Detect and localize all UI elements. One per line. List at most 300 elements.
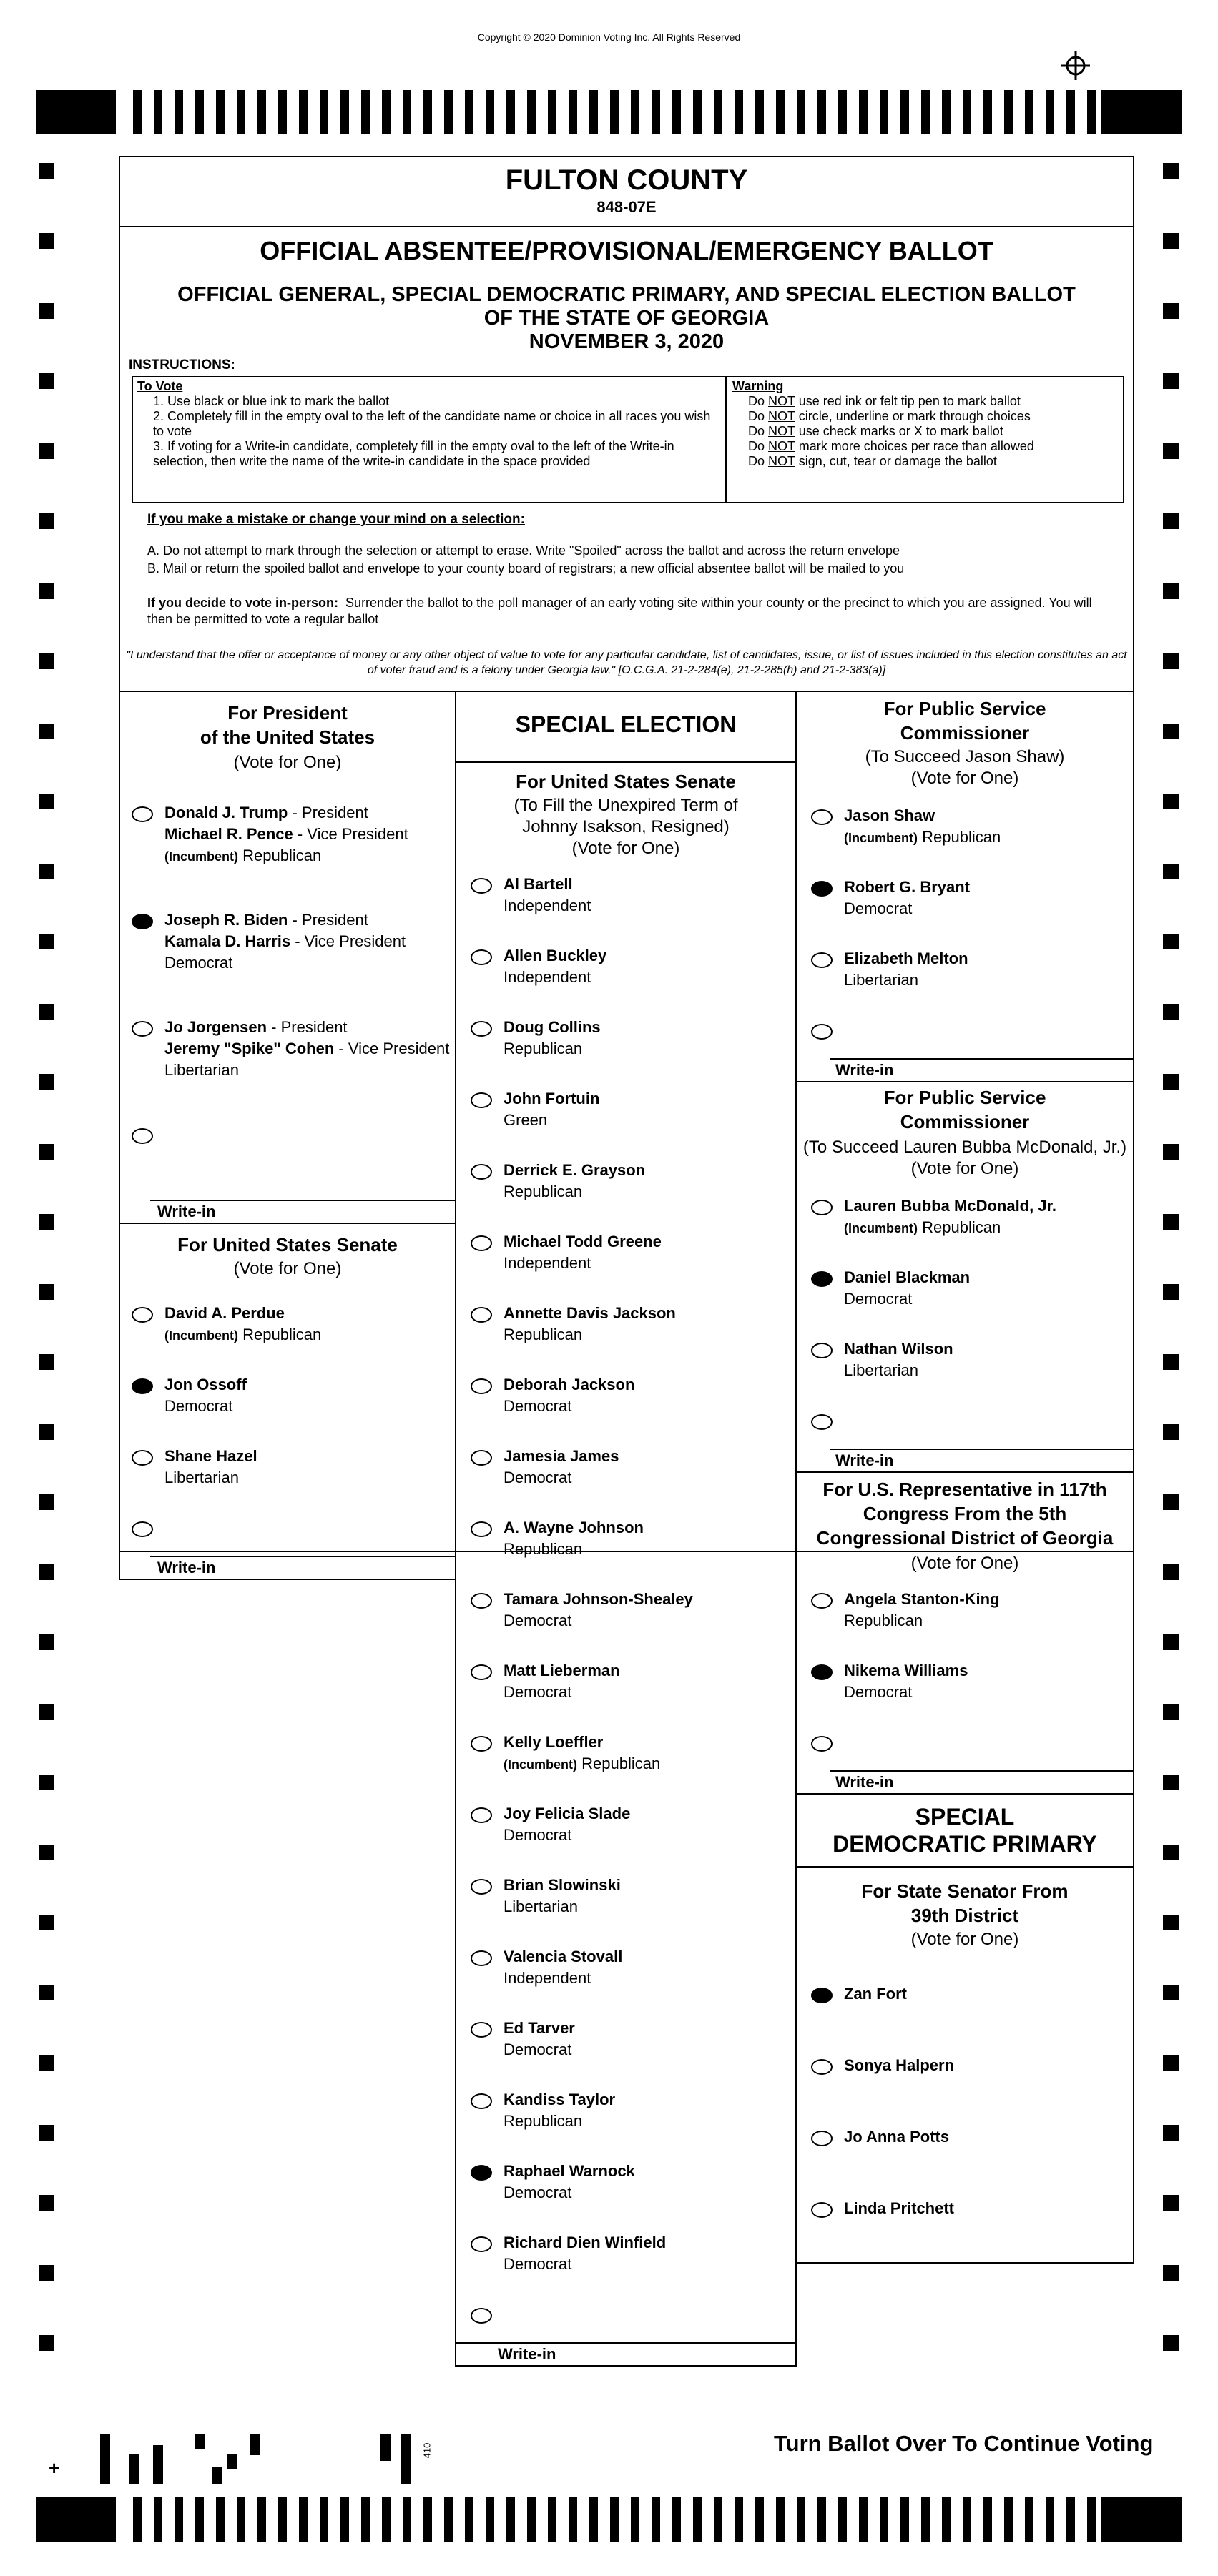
- us-rep-write-in-oval[interactable]: [811, 1732, 840, 1753]
- timing-square: [39, 1004, 54, 1020]
- timing-tick: [921, 2497, 930, 2542]
- party-label: Republican: [922, 828, 1001, 846]
- timing-tick: [1004, 2497, 1013, 2542]
- to-vote-step-2: 2. Completely fill in the empty oval to the left of the candidate name or choice in all races you wish to vote: [153, 409, 711, 438]
- special-senate-choice[interactable]: [471, 1875, 785, 1918]
- middle-column-left-border: [455, 692, 456, 2367]
- psc-shaw-note-line-1: (To Succeed Jason Shaw): [865, 747, 1065, 766]
- timing-square: [39, 2125, 54, 2141]
- timing-tick: [548, 90, 556, 134]
- candidate-name: Kandiss Taylor: [504, 2091, 616, 2108]
- timing-tick: [797, 2497, 805, 2542]
- special-senate-choice[interactable]: [471, 1088, 785, 1131]
- candidate-name: Jamesia James: [504, 1447, 619, 1465]
- timing-tick: [195, 2497, 204, 2542]
- timing-tick: [257, 2497, 266, 2542]
- write-in-label: Write-in: [498, 2345, 556, 2363]
- psc-mcdonald-choice-wilson[interactable]: [811, 1338, 1126, 1381]
- warning-instructions: [728, 377, 1123, 502]
- timing-tick: [486, 90, 494, 134]
- vote-oval[interactable]: [132, 1021, 153, 1037]
- president-vote-for: (Vote for One): [233, 753, 342, 772]
- candidate-name: Elizabeth Melton: [844, 949, 968, 967]
- timing-tick: [216, 2497, 225, 2542]
- timing-tick: [403, 90, 411, 134]
- vote-oval[interactable]: [811, 809, 833, 825]
- timing-tick: [963, 2497, 971, 2542]
- timing-square: [1163, 163, 1179, 179]
- special-senate-choice[interactable]: [471, 1231, 785, 1274]
- special-senate-choice[interactable]: [471, 874, 785, 917]
- timing-tick: [527, 90, 536, 134]
- timing-block: [1101, 2497, 1182, 2542]
- candidate-name: Allen Buckley: [504, 947, 607, 964]
- timing-tick: [237, 90, 245, 134]
- special-senate-choice[interactable]: [471, 2232, 785, 2275]
- vote-oval[interactable]: [811, 1593, 833, 1609]
- senate-write-in-oval[interactable]: [132, 1517, 160, 1539]
- psc-shaw-choice-shaw[interactable]: Jason Shaw (Incumbent) Republican: [811, 805, 1126, 848]
- party-label: Democrat: [504, 2255, 572, 2273]
- county-title: FULTON COUNTY: [505, 164, 748, 196]
- timing-tick: [361, 2497, 370, 2542]
- vote-oval[interactable]: [471, 1593, 492, 1609]
- vote-oval[interactable]: [811, 2131, 833, 2146]
- timing-square: [39, 303, 54, 319]
- vote-oval[interactable]: [132, 1128, 153, 1144]
- county-header: [119, 156, 1134, 227]
- vote-oval[interactable]: [811, 1024, 833, 1040]
- timing-square: [1163, 2125, 1179, 2141]
- timing-block: [36, 2497, 116, 2542]
- state-senator-title-line-2: 39th District: [910, 1905, 1019, 1926]
- divider: [795, 1866, 1134, 1868]
- us-rep-title-line-1: For U.S. Representative in 117th: [822, 1479, 1107, 1500]
- psc-shaw-title-line-2: Commissioner: [900, 722, 1030, 744]
- timing-square: [1163, 1004, 1179, 1020]
- timing-square: [39, 1704, 54, 1720]
- vote-oval[interactable]: [811, 1200, 833, 1215]
- vote-oval[interactable]: [471, 2236, 492, 2252]
- psc-mcdonald-choice-blackman[interactable]: [811, 1267, 1126, 1310]
- timing-tick: [320, 2497, 328, 2542]
- timing-tick: [942, 2497, 951, 2542]
- right-column-border: [1133, 692, 1134, 2264]
- candidate-name: A. Wayne Johnson: [504, 1519, 644, 1536]
- vote-oval[interactable]: [471, 2093, 492, 2109]
- party-label: Democrat: [844, 1290, 913, 1308]
- candidate-name: Lauren Bubba McDonald, Jr.: [844, 1197, 1057, 1215]
- timing-square: [39, 1985, 54, 2000]
- timing-tick: [838, 90, 847, 134]
- ballot-id-mark: [195, 2434, 205, 2449]
- timing-tick: [1046, 2497, 1054, 2542]
- timing-tick: [175, 90, 183, 134]
- timing-tick: [693, 90, 702, 134]
- president-choice-jorgensen[interactable]: Jo Jorgensen - President Jeremy "Spike" Cohen - Vice President Libertarian: [132, 1017, 461, 1081]
- candidate-name: Derrick E. Grayson: [504, 1161, 646, 1179]
- timing-tick: [797, 90, 805, 134]
- special-senate-choice[interactable]: [471, 2161, 785, 2204]
- state-senator-vote-for: (Vote for One): [910, 1930, 1019, 1949]
- timing-tick: [838, 2497, 847, 2542]
- write-in-line: [150, 1200, 455, 1201]
- timing-square: [39, 653, 54, 669]
- party-label: Libertarian: [164, 1061, 239, 1079]
- president-title-line-2: of the United States: [200, 726, 375, 748]
- timing-square: [1163, 1704, 1179, 1720]
- vote-oval[interactable]: [471, 1378, 492, 1394]
- vote-oval-filled[interactable]: [811, 1271, 833, 1287]
- timing-tick: [1087, 2497, 1096, 2542]
- timing-tick: [154, 2497, 162, 2542]
- timing-square: [39, 2195, 54, 2211]
- timing-square: [39, 1845, 54, 1860]
- special-senate-choice[interactable]: [471, 1803, 785, 1846]
- ballot-title: OFFICIAL ABSENTEE/PROVISIONAL/EMERGENCY BALLOT: [260, 236, 993, 265]
- middle-column-right-border: [795, 692, 797, 2367]
- senate-vote-for: (Vote for One): [233, 1259, 342, 1278]
- timing-square: [39, 233, 54, 249]
- vote-oval[interactable]: [132, 1450, 153, 1466]
- special-senate-choice[interactable]: [471, 2018, 785, 2061]
- vote-oval[interactable]: [471, 1092, 492, 1108]
- timing-square: [39, 1144, 54, 1160]
- timing-tick: [631, 2497, 639, 2542]
- special-senate-vote-for: (Vote for One): [571, 839, 680, 858]
- timing-square: [1163, 934, 1179, 949]
- party-label: Libertarian: [844, 971, 918, 989]
- in-person-heading: If you decide to vote in-person:: [147, 596, 339, 610]
- timing-square: [1163, 2265, 1179, 2281]
- ballot-id-mark: [129, 2454, 139, 2484]
- vote-oval-filled[interactable]: [132, 914, 153, 929]
- vote-oval[interactable]: [132, 806, 153, 822]
- timing-tick: [652, 90, 660, 134]
- voter-fraud-affidavit: "I understand that the offer or acceptance of money or any other object of value to vote for any particular candidate, list of candidates, issue, or list of issues included in this election constitutes an act of voter fraud and is a felony under Georgia law." [O.C.G.A. 21-2-284(e), 21-2-285(h) and 21-2-383(a)]: [126, 649, 1127, 676]
- president-choice-biden[interactable]: Joseph R. Biden - President Kamala D. Harris - Vice President Democrat: [132, 909, 461, 974]
- psc-mcdonald-vote-for: (Vote for One): [910, 1159, 1019, 1178]
- candidate-name: Donald J. Trump: [164, 804, 288, 821]
- us-rep-choice-williams[interactable]: [811, 1660, 1126, 1703]
- vote-oval[interactable]: [471, 1664, 492, 1680]
- timing-tick: [714, 2497, 722, 2542]
- write-in-label: Write-in: [835, 1773, 894, 1791]
- party-label: Democrat: [504, 2183, 572, 2201]
- vote-oval[interactable]: [811, 2202, 833, 2218]
- special-senate-write-in-oval[interactable]: [471, 2304, 499, 2325]
- party-label: Republican: [504, 1326, 583, 1343]
- party-label: Democrat: [504, 1397, 572, 1415]
- to-vote-instructions: [133, 377, 727, 502]
- vote-oval[interactable]: [811, 2059, 833, 2075]
- special-primary-heading-line-2: DEMOCRATIC PRIMARY: [833, 1831, 1097, 1857]
- special-senate-choice[interactable]: [471, 1374, 785, 1417]
- timing-tick: [444, 2497, 453, 2542]
- timing-tick: [983, 90, 992, 134]
- timing-tick: [610, 2497, 619, 2542]
- timing-tick: [900, 90, 909, 134]
- special-senate-choice[interactable]: [471, 2089, 785, 2132]
- senate-choice-ossoff[interactable]: [132, 1374, 446, 1417]
- bottom-timing-marks: [0, 2497, 1218, 2542]
- timing-square: [1163, 1424, 1179, 1440]
- party-label: Independent: [504, 1254, 591, 1272]
- president-contest-title: [122, 701, 453, 749]
- candidate-name: Nikema Williams: [844, 1662, 968, 1679]
- ballot-id-mark: [380, 2434, 391, 2461]
- vote-oval[interactable]: [811, 952, 833, 968]
- vote-oval[interactable]: [471, 1521, 492, 1537]
- party-label: Democrat: [504, 1612, 572, 1629]
- timing-tick: [569, 2497, 577, 2542]
- vote-oval[interactable]: [471, 1450, 492, 1466]
- vote-oval-filled[interactable]: [811, 1664, 833, 1680]
- party-label: Independent: [504, 1969, 591, 1987]
- timing-square: [39, 1354, 54, 1370]
- special-primary-heading-line-1: SPECIAL: [915, 1804, 1015, 1830]
- psc-shaw-vote-for: (Vote for One): [910, 769, 1019, 788]
- timing-tick: [880, 2497, 888, 2542]
- party-label: Republican: [504, 1183, 583, 1200]
- timing-tick: [423, 90, 432, 134]
- vote-oval[interactable]: [471, 1950, 492, 1966]
- vote-oval[interactable]: [471, 1021, 492, 1037]
- timing-square: [1163, 2195, 1179, 2211]
- warning-item: Do NOT use red ink or felt tip pen to mark ballot: [748, 394, 1021, 408]
- state-senator-choice-pritchett[interactable]: [811, 2198, 1126, 2219]
- vote-oval[interactable]: [471, 1736, 492, 1752]
- timing-tick: [1004, 90, 1013, 134]
- instructions-box: [132, 376, 1124, 503]
- instructions-label: INSTRUCTIONS:: [129, 357, 235, 372]
- timing-square: [1163, 2055, 1179, 2071]
- special-senate-choice[interactable]: [471, 1946, 785, 1989]
- candidate-name: Deborah Jackson: [504, 1376, 635, 1393]
- timing-tick: [880, 90, 888, 134]
- ballot-date: NOVEMBER 3, 2020: [529, 330, 725, 353]
- timing-tick: [817, 2497, 826, 2542]
- timing-square: [39, 864, 54, 879]
- ballot-id-mark: [227, 2454, 237, 2469]
- psc-mcdonald-note: [798, 1137, 1131, 1180]
- vote-oval[interactable]: [471, 1235, 492, 1251]
- vote-oval-filled[interactable]: [471, 2165, 492, 2181]
- special-senate-choice[interactable]: [471, 1446, 785, 1489]
- timing-tick: [569, 90, 577, 134]
- vote-oval[interactable]: [471, 2022, 492, 2038]
- warning-item: Do NOT sign, cut, tear or damage the ballot: [748, 454, 997, 468]
- state-senator-choice-fort[interactable]: [811, 1983, 1126, 2005]
- timing-square: [1163, 443, 1179, 459]
- timing-tick: [299, 90, 308, 134]
- timing-tick: [320, 90, 328, 134]
- party-label: Democrat: [164, 1397, 233, 1415]
- divider: [795, 1471, 1134, 1473]
- party-label: Republican: [922, 1218, 1001, 1236]
- timing-tick: [714, 90, 722, 134]
- candidate-name: David A. Perdue: [164, 1304, 285, 1322]
- candidate-name: John Fortuin: [504, 1090, 600, 1107]
- candidate-name: Annette Davis Jackson: [504, 1304, 676, 1322]
- special-senate-choice[interactable]: [471, 945, 785, 988]
- timing-tick: [133, 2497, 142, 2542]
- psc-mcdonald-write-in-oval[interactable]: [811, 1410, 840, 1431]
- ballot-id-mark: [100, 2434, 110, 2484]
- timing-tick: [382, 2497, 391, 2542]
- party-label: Democrat: [504, 1683, 572, 1701]
- timing-square: [1163, 1214, 1179, 1230]
- timing-square: [1163, 583, 1179, 599]
- party-label: Libertarian: [164, 1469, 239, 1486]
- timing-tick: [361, 90, 370, 134]
- timing-tick: [1087, 90, 1096, 134]
- timing-block: [1101, 90, 1182, 134]
- candidate-name: Jason Shaw: [844, 806, 935, 824]
- timing-tick: [278, 2497, 287, 2542]
- president-title-line-1: For President: [227, 702, 348, 724]
- ballot-subtitle: [119, 283, 1134, 354]
- running-mate-name: Jeremy "Spike" Cohen: [164, 1040, 335, 1057]
- timing-tick: [175, 2497, 183, 2542]
- psc-mcdonald-note-line-1: (To Succeed Lauren Bubba McDonald, Jr.): [802, 1138, 1127, 1157]
- state-senator-choice-potts[interactable]: [811, 2126, 1126, 2148]
- timing-tick: [755, 2497, 764, 2542]
- state-senator-choice-halpern[interactable]: [811, 2055, 1126, 2076]
- vote-oval[interactable]: [811, 1736, 833, 1752]
- timing-tick: [133, 90, 142, 134]
- timing-square: [1163, 794, 1179, 809]
- psc-mcdonald-choice-mcdonald[interactable]: Lauren Bubba McDonald, Jr. (Incumbent) Republican: [811, 1195, 1126, 1238]
- candidate-name: Shane Hazel: [164, 1447, 257, 1465]
- timing-square: [39, 1074, 54, 1090]
- party-label: Republican: [504, 1540, 583, 1558]
- vote-oval[interactable]: [471, 949, 492, 965]
- psc-shaw-choice-bryant[interactable]: [811, 877, 1126, 919]
- timing-tick: [423, 2497, 432, 2542]
- vote-oval[interactable]: [132, 1307, 153, 1323]
- special-senate-choice[interactable]: [471, 1017, 785, 1060]
- special-primary-heading: [798, 1803, 1131, 1857]
- timing-tick: [735, 90, 743, 134]
- vote-oval[interactable]: [132, 1521, 153, 1537]
- vote-oval-filled[interactable]: [811, 1988, 833, 2003]
- psc-mcdonald-title-line-1: For Public Service: [883, 1087, 1046, 1108]
- timing-tick: [1046, 90, 1054, 134]
- running-mate-name: Kamala D. Harris: [164, 932, 291, 950]
- write-in-line: [455, 2342, 797, 2344]
- candidate-name: Jo Anna Potts: [844, 2128, 950, 2146]
- vote-oval[interactable]: [471, 878, 492, 894]
- timing-tick: [527, 2497, 536, 2542]
- timing-tick: [817, 90, 826, 134]
- timing-tick: [403, 2497, 411, 2542]
- party-label: Democrat: [504, 2040, 572, 2058]
- us-rep-choice-stanton-king[interactable]: [811, 1589, 1126, 1632]
- vote-oval[interactable]: [471, 1807, 492, 1823]
- timing-tick: [548, 2497, 556, 2542]
- candidate-name: Zan Fort: [844, 1985, 907, 2003]
- psc-shaw-write-in-oval[interactable]: [811, 1020, 840, 1041]
- special-senate-choice[interactable]: [471, 1303, 785, 1346]
- timing-square: [1163, 513, 1179, 529]
- party-label: Libertarian: [844, 1361, 918, 1379]
- timing-square: [39, 1564, 54, 1580]
- vote-oval[interactable]: [811, 1414, 833, 1430]
- timing-tick: [589, 90, 598, 134]
- psc-shaw-title: [798, 696, 1131, 745]
- special-senate-choice[interactable]: [471, 1589, 785, 1632]
- special-senate-note: [458, 795, 794, 859]
- timing-tick: [942, 90, 951, 134]
- vote-oval-filled[interactable]: [132, 1378, 153, 1394]
- divider: [795, 2262, 1134, 2264]
- us-rep-title: [798, 1477, 1131, 1550]
- timing-tick: [506, 90, 515, 134]
- vote-oval[interactable]: [471, 1879, 492, 1895]
- ballot-style-code: 848-07E: [596, 198, 657, 216]
- party-label: Republican: [581, 1755, 661, 1772]
- vote-oval[interactable]: [471, 2308, 492, 2324]
- party-label: Democrat: [164, 954, 233, 972]
- timing-tick: [237, 2497, 245, 2542]
- candidate-name: Tamara Johnson-Shealey: [504, 1590, 693, 1608]
- state-senator-title: [798, 1879, 1131, 1928]
- psc-shaw-note: [798, 746, 1131, 789]
- top-timing-marks: [0, 90, 1218, 134]
- special-senate-choice[interactable]: [471, 1660, 785, 1703]
- psc-shaw-choice-melton[interactable]: [811, 948, 1126, 991]
- senate-contest-title: For United States Senate: [177, 1234, 398, 1255]
- timing-tick: [1066, 2497, 1075, 2542]
- psc-mcdonald-title-line-2: Commissioner: [900, 1111, 1030, 1132]
- candidate-name: Matt Lieberman: [504, 1662, 620, 1679]
- special-senate-choice[interactable]: Kelly Loeffler (Incumbent) Republican: [471, 1732, 785, 1775]
- candidate-name: Ed Tarver: [504, 2019, 575, 2037]
- timing-tick: [921, 90, 930, 134]
- timing-tick: [444, 90, 453, 134]
- president-choice-trump[interactable]: Donald J. Trump - President Michael R. Pence - Vice President (Incumbent) Republican: [132, 802, 461, 867]
- to-vote-step-1: 1. Use black or blue ink to mark the ballot: [153, 394, 390, 408]
- right-timing-marks: [1163, 163, 1179, 2394]
- us-rep-title-line-3: Congressional District of Georgia: [816, 1527, 1114, 1549]
- warning-item: Do NOT use check marks or X to mark ballot: [748, 424, 1003, 438]
- senate-choice-hazel[interactable]: [132, 1446, 446, 1489]
- divider: [455, 2365, 797, 2367]
- mistake-step-a: A. Do not attempt to mark through the selection or attempt to erase. Write "Spoiled" across the ballot and across the return envelope: [147, 543, 900, 558]
- vote-oval-filled[interactable]: [811, 881, 833, 897]
- timing-square: [39, 2335, 54, 2351]
- candidate-name: Doug Collins: [504, 1018, 601, 1036]
- timing-square: [1163, 1354, 1179, 1370]
- timing-square: [39, 163, 54, 179]
- timing-tick: [693, 2497, 702, 2542]
- divider: [119, 1223, 455, 1224]
- timing-square: [1163, 864, 1179, 879]
- special-senate-choice[interactable]: [471, 1160, 785, 1203]
- special-senate-choice[interactable]: [471, 1517, 785, 1560]
- vote-oval[interactable]: [811, 1343, 833, 1358]
- president-write-in-oval[interactable]: [132, 1124, 160, 1145]
- warning-item: Do NOT circle, underline or mark through choices: [748, 409, 1031, 423]
- senate-choice-perdue[interactable]: David A. Perdue (Incumbent) Republican: [132, 1303, 446, 1346]
- warning-item: Do NOT mark more choices per race than allowed: [748, 439, 1034, 453]
- candidate-name: Raphael Warnock: [504, 2162, 635, 2180]
- vote-oval[interactable]: [471, 1307, 492, 1323]
- timing-tick: [195, 90, 204, 134]
- candidate-name: Linda Pritchett: [844, 2199, 955, 2217]
- vote-oval[interactable]: [471, 1164, 492, 1180]
